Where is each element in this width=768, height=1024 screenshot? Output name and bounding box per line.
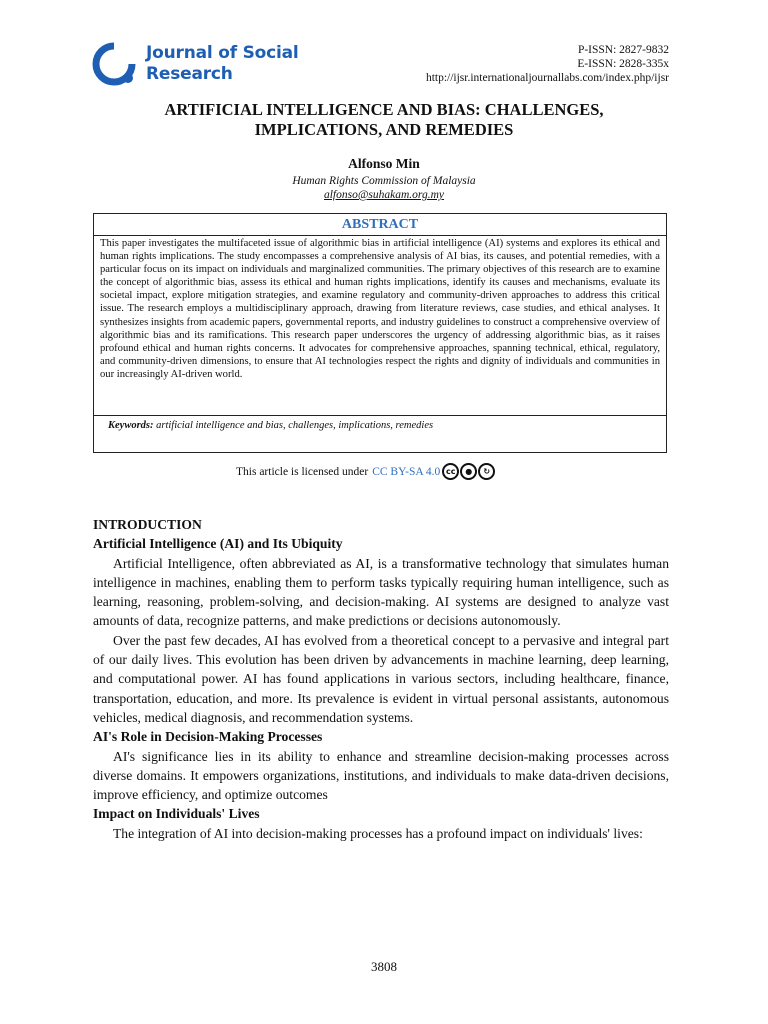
section-heading-ai-ubiquity: Artificial Intelligence (AI) and Its Ubiquity: [93, 536, 343, 552]
cc-badge[interactable]: [442, 463, 496, 480]
license-line: [236, 463, 496, 480]
paragraph-2: Over the past few decades, AI has evolved from a theoretical concept to a pervasive and integral part of our daily lives. This evolution has been driven by advancements in machine learning, deep learning, and computational power. AI has found applications in various sectors, including healthcare, finance, transportation, education, and more. Its prevalence is evident in virtual personal assistants, autonomous vehicles, medical diagnosis, and recommendation systems.: [93, 632, 669, 725]
journal-url[interactable]: http://ijsr.internationaljournallabs.com/index.php/ijsr: [425, 72, 669, 84]
abstract-text: This paper investigates the multifaceted issue of algorithmic bias in artificial intelligence (AI) systems and explores its ethical and human rights implications. The study encompasses a comprehensive analysis of AI bias, its causes, and potential remedies, with a particular focus on its impact on individuals and marginalized communities. The primary objectives of this research are to examine the concept of algorithmic bias, assess its ethical and human rights implications, identify its causes and mechanisms, evaluate its societal impact, explore mitigation strategies, and examine regulatory and community-driven approaches to address this critical issue. The research employs a multidisciplinary approach, drawing from literature reviews, case studies, and ethical analyses. It synthesizes insights from academic papers, governmental reports, and industry guidelines to construct a comprehensive overview of algorithmic bias and its ramifications. This research paper underscores the urgency of addressing algorithmic bias, as it raises profound ethical and human rights concerns. It advocates for comprehensive approaches, spanning technical, ethical, regulatory, and community-driven dimensions, to ensure that AI technologies respect the rights and dignity of individuals and communities in our increasingly AI-driven world.: [94, 236, 666, 416]
article-body: [93, 515, 669, 843]
issn-block: [426, 43, 669, 85]
section-heading-decision-making: AI's Role in Decision-Making Processes: [93, 729, 323, 745]
journal-logo-icon: [92, 42, 136, 86]
e-issn: E-ISSN: 2828-335x: [577, 58, 669, 70]
by-icon: ●: [460, 463, 477, 480]
author-email[interactable]: alfonso@suhakam.org.my: [323, 189, 445, 201]
title-line-1: ARTIFICIAL INTELLIGENCE AND BIAS: CHALLENGES,: [164, 100, 604, 119]
p-issn: P-ISSN: 2827-9832: [577, 44, 669, 56]
journal-logo: [92, 42, 299, 86]
affiliation: Human Rights Commission of Malaysia: [292, 175, 476, 187]
journal-name-line2: Research: [146, 64, 233, 84]
paragraph-1: Artificial Intelligence, often abbreviated as AI, is a transformative technology that simulates human intelligence in machines, enabling them to perform tasks typically requiring human intelligence, such as learning, reasoning, problem-solving, and decision-making. AI systems are designed to analyze vast amounts of data, recognize patterns, and make predictions or decisions autonomously.: [93, 555, 669, 629]
paper-title: [92, 100, 676, 140]
author-name: Alfonso Min: [348, 156, 420, 171]
journal-name: [146, 43, 299, 85]
abstract-heading: ABSTRACT: [94, 214, 666, 236]
keywords-list: artificial intelligence and bias, challenges, implications, remedies: [156, 420, 434, 431]
section-heading-impact: Impact on Individuals' Lives: [93, 806, 260, 822]
license-link[interactable]: CC BY-SA 4.0: [372, 465, 441, 478]
sa-icon: ↻: [478, 463, 495, 480]
title-line-2: IMPLICATIONS, AND REMEDIES: [254, 120, 514, 139]
paragraph-3: AI's significance lies in its ability to enhance and streamline decision-making processes across diverse domains. It empowers organizations, institutions, and individuals to make data-driven decisions, improve efficiency, and optimize outcomes: [93, 748, 669, 803]
keywords: [94, 416, 666, 435]
introduction-heading: INTRODUCTION: [93, 517, 202, 532]
page-number: 3808: [371, 959, 397, 974]
keywords-label: Keywords:: [108, 420, 154, 431]
abstract-box: [93, 213, 667, 453]
license-text: This article is licensed under: [236, 465, 369, 478]
journal-name-line1: Journal of Social: [146, 43, 299, 63]
author-affiliation-block: [92, 174, 676, 202]
cc-icon: cc: [442, 463, 459, 480]
paragraph-4: The integration of AI into decision-making processes has a profound impact on individuals' lives:: [113, 825, 643, 841]
